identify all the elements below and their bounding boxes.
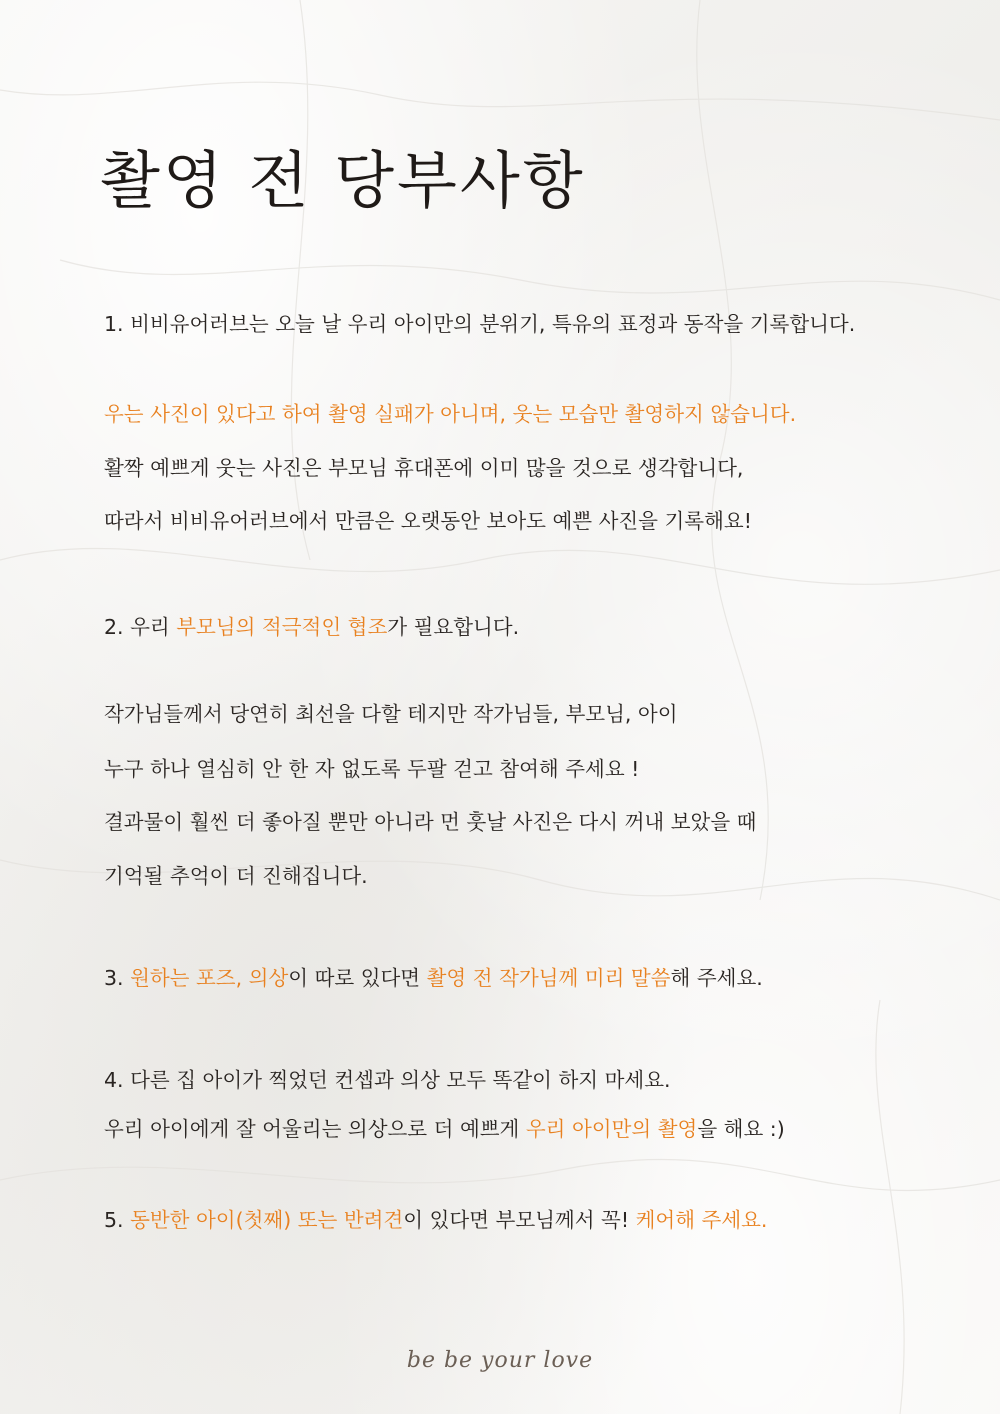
item-4-line-2-prefix: 우리 아이에게 잘 어울리는 의상으로 더 예쁘게: [104, 1117, 526, 1141]
item-3-middle: 이 따로 있다면: [288, 966, 427, 990]
item-5-highlight-1: 동반한 아이(첫째) 또는 반려견: [130, 1208, 404, 1232]
note-2-line-3: 결과물이 훨씬 더 좋아질 뿐만 아니라 먼 훗날 사진은 다시 꺼내 보았을 때: [104, 810, 757, 834]
item-2-prefix: 2. 우리: [104, 615, 177, 639]
note-1-highlight: 우는 사진이 있다고 하여 촬영 실패가 아니며, 웃는 모습만 촬영하지 않습니다.: [104, 402, 797, 426]
item-2-text: [104, 617, 519, 638]
item-2-highlight: 부모님의 적극적인 협조: [176, 615, 388, 639]
note-2-line-2: 누구 하나 열심히 안 한 자 없도록 두팔 걷고 참여해 주세요 !: [104, 757, 640, 781]
item-5-text: [104, 1210, 767, 1231]
item-4-line-1: 4. 다른 집 아이가 찍었던 컨셉과 의상 모두 똑같이 하지 마세요.: [104, 1068, 671, 1092]
item-3-highlight-2: 촬영 전 작가님께 미리 말씀: [426, 966, 671, 990]
item-5-highlight-2: 케어해 주세요.: [635, 1208, 768, 1232]
brand-signature: be be your love: [406, 1348, 594, 1373]
item-3-suffix: 해 주세요.: [670, 966, 763, 990]
item-5-prefix: 5.: [104, 1208, 131, 1232]
note-2-line-1: 작가님들께서 당연히 최선을 다할 테지만 작가님들, 부모님, 아이: [104, 702, 678, 726]
note-1-line-2: 활짝 예쁘게 웃는 사진은 부모님 휴대폰에 이미 많을 것으로 생각합니다,: [104, 456, 744, 480]
item-2-suffix: 가 필요합니다.: [387, 615, 520, 639]
note-2-line-4: 기억될 추억이 더 진해집니다.: [104, 864, 368, 888]
item-3-highlight-1: 원하는 포즈, 의상: [130, 966, 289, 990]
item-3-prefix: 3.: [104, 966, 131, 990]
note-1-line-3: 따라서 비비유어러브에서 만큼은 오랫동안 보아도 예쁜 사진을 기록해요!: [104, 509, 752, 533]
item-5-middle: 이 있다면 부모님께서 꼭!: [403, 1208, 636, 1232]
item-3-text: [104, 968, 763, 989]
page-title: 촬영 전 당부사항: [100, 144, 586, 217]
item-4-line-2-suffix: 을 해요 :): [697, 1117, 785, 1141]
item-4-line-2-highlight: 우리 아이만의 촬영: [525, 1117, 698, 1141]
item-4-line-2: [104, 1119, 785, 1140]
item-1-text: 1. 비비유어러브는 오늘 날 우리 아이만의 분위기, 특유의 표정과 동작을 기록합니다.: [104, 312, 856, 336]
